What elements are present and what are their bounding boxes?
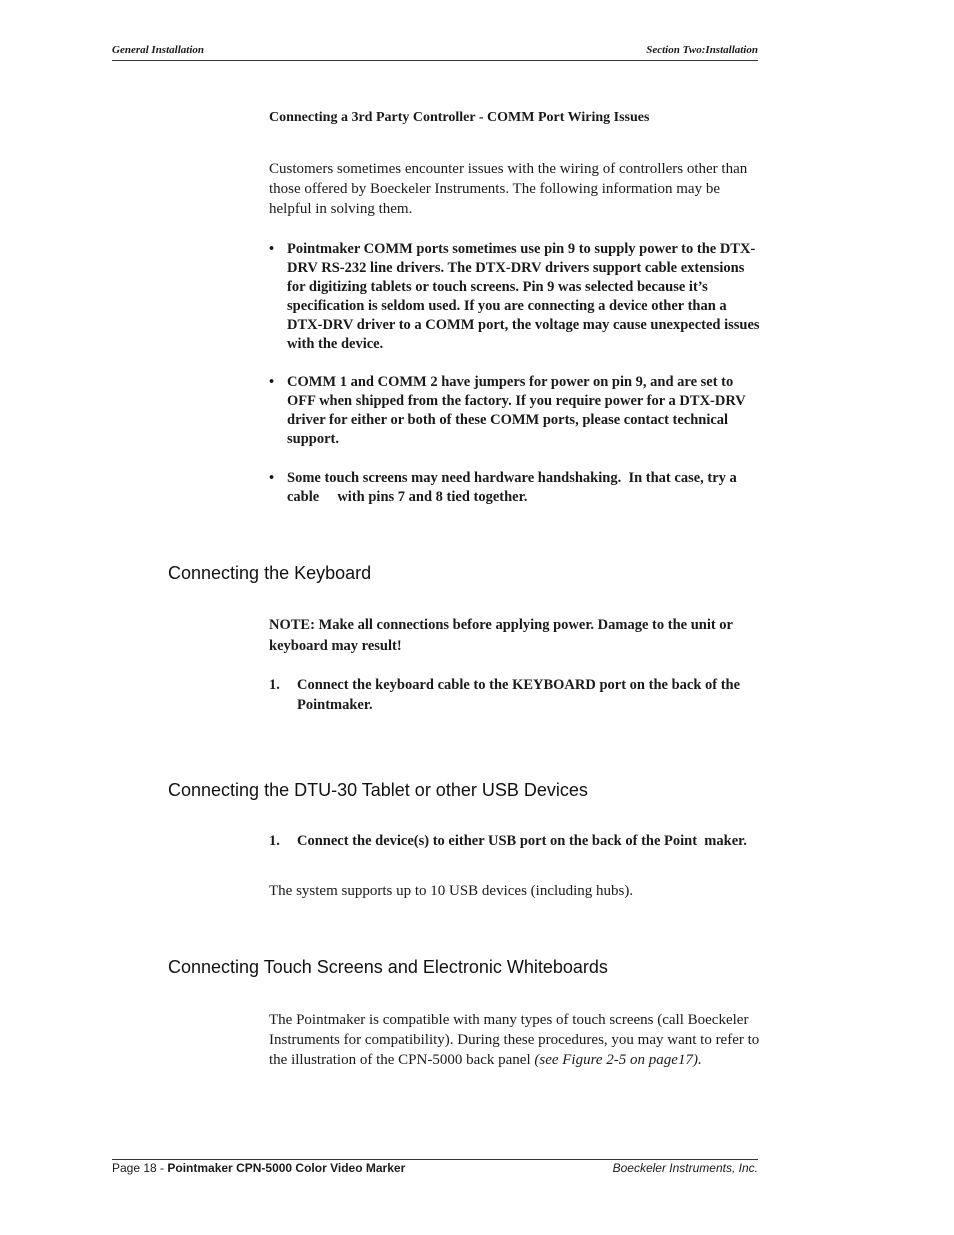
usb-note: The system supports up to 10 USB devices (including hubs). (269, 883, 634, 899)
header-section: Section Two:Installation (646, 44, 758, 56)
usb-section-heading: Connecting the DTU-30 Tablet or other USB Devices (168, 780, 588, 800)
list-item (269, 240, 761, 354)
touch-section-heading: Connecting Touch Screens and Electronic Whiteboards (168, 957, 608, 977)
comm-intro-paragraph: Customers sometimes encounter issues with the wiring of controllers other than those offered by Boeckeler Instruments. The following information may be helpful in solving them. (269, 161, 748, 217)
bullet-text: COMM 1 and COMM 2 have jumpers for power on pin 9, and are set to OFF when shipped from the factory. If you require power for a DTX-DRV driver for either or both of these COMM ports, please contact technical support. (287, 374, 746, 447)
keyboard-note: NOTE: Make all connections before applying power. Damage to the unit or keyboard may result! (269, 617, 733, 654)
keyboard-step-1 (269, 675, 761, 715)
step-number: 1. (269, 677, 280, 693)
figure-reference: (see Figure 2-5 on page17). (534, 1052, 702, 1068)
keyboard-section-heading: Connecting the Keyboard (168, 563, 372, 583)
bullet-icon: • (269, 470, 275, 486)
page-header (112, 42, 758, 61)
bullet-icon: • (269, 241, 275, 257)
usb-step-1 (269, 831, 761, 851)
bullet-text: Pointmaker COMM ports sometimes use pin 9 to supply power to the DTX-DRV RS-232 line drivers. The DTX-DRV drivers support cable extensions for digitizing tablets or touch screens. Pin 9 was selected because it’s specification is seldom used. If you are connecting a device other than a DTX-DRV driver to a COMM port, the voltage may cause unexpected issues with the device. (287, 241, 760, 352)
comm-bullet-list-2 (269, 373, 761, 449)
comm-section-title: Connecting a 3rd Party Controller - COMM Port Wiring Issues (269, 110, 650, 125)
footer-page-number: Page 18 - (112, 1161, 168, 1175)
step-number: 1. (269, 833, 280, 849)
touch-paragraph (269, 1010, 761, 1070)
header-chapter: General Installation (112, 44, 204, 56)
step-text: Connect the keyboard cable to the KEYBOARD port on the back of the Pointmaker. (297, 677, 741, 713)
list-item (269, 469, 761, 507)
page-footer (112, 1159, 758, 1180)
comm-bullet-list-3 (269, 469, 761, 507)
bullet-text: Some touch screens may need hardware handshaking. In that case, try a cable with pins 7 and 8 tied together. (287, 470, 741, 505)
step-text: Connect the device(s) to either USB port on the back of the Point maker. (297, 833, 747, 849)
bullet-icon: • (269, 374, 275, 390)
footer-page-info (112, 1161, 405, 1175)
list-item (269, 373, 761, 449)
touch-text: The Pointmaker is compatible with many types of touch screens (call Boeckeler Instruments for compatibility). During these procedures, you may want to refer to the illustration of the CPN-5000 back panel (269, 1012, 760, 1068)
footer-company: Boeckeler Instruments, Inc. (612, 1161, 758, 1175)
footer-product-name: Pointmaker CPN-5000 Color Video Marker (167, 1161, 406, 1175)
comm-bullet-list (269, 240, 761, 354)
